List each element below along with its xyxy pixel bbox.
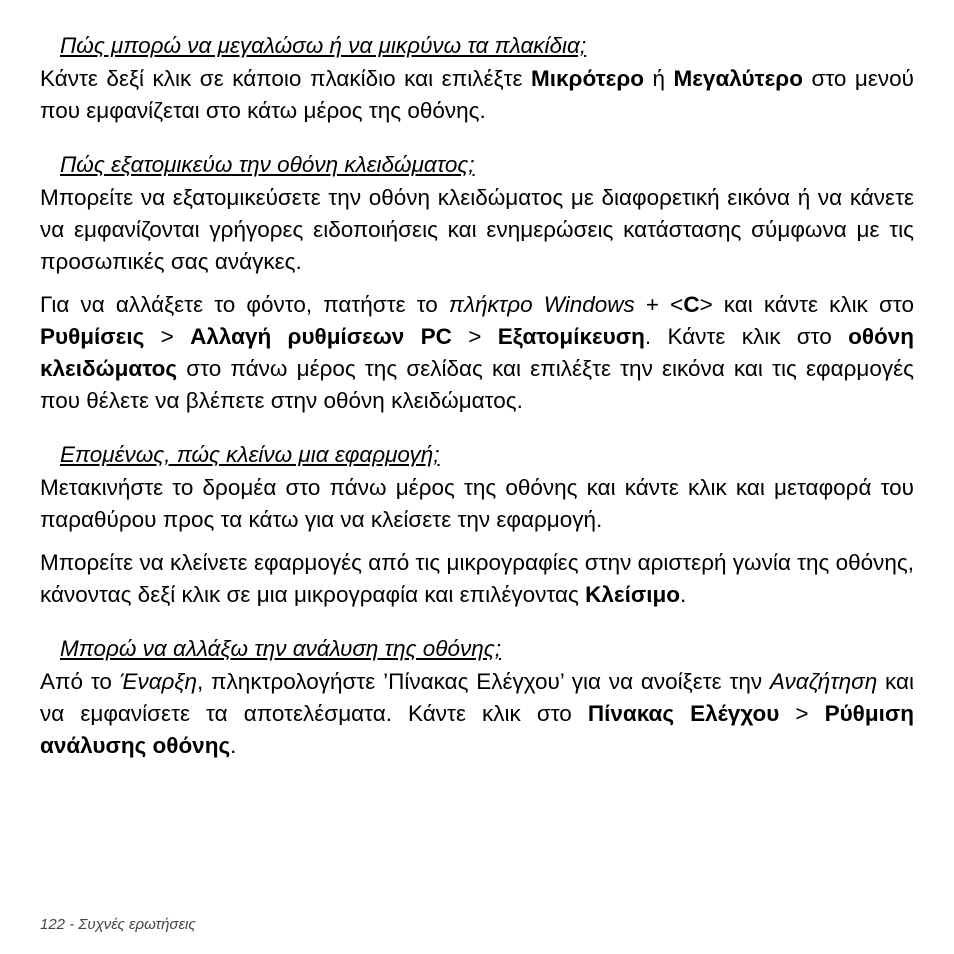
answer-text: και να εμφανίσετε τα αποτελέσματα. Κάντε κλικ στο — [40, 669, 914, 726]
faq-answer-close-app — [40, 472, 914, 536]
start-term: Έναρξη — [119, 669, 197, 694]
faq-question-tile-size: Πώς μπορώ να μεγαλώσω ή να μικρύνω τα πλακίδια; — [60, 33, 587, 58]
menu-personalization: Εξατομίκευση — [497, 324, 645, 349]
faq-question-close-app: Επομένως, πώς κλείνω μια εφαρμογή; — [60, 442, 440, 467]
faq-answer-screen-resolution — [40, 666, 914, 762]
answer-text: Για να αλλάξετε το φόντο, πατήστε το — [40, 292, 449, 317]
answer-text: Μετακινήστε το δρομέα στο πάνω μέρος της οθόνης και κάντε κλικ και μεταφορά του παραθύρου προς τα κάτω για να κλείσετε την εφαρμογή. — [40, 475, 914, 532]
option-adjust-resolution: Ρύθμιση ανάλυσης οθόνης — [40, 701, 914, 758]
page-footer: 122 - Συχνές ερωτήσεις — [40, 916, 196, 933]
menu-settings: Ρυθμίσεις — [40, 324, 145, 349]
answer-text: . — [230, 733, 237, 758]
option-close: Κλείσιμο — [585, 582, 680, 607]
faq-question-screen-resolution: Μπορώ να αλλάξω την ανάλυση της οθόνης; — [60, 636, 501, 661]
option-smaller: Μικρότερο — [531, 66, 644, 91]
answer-text: ή — [643, 66, 674, 91]
answer-text: στο πάνω μέρος της σελίδας και επιλέξτε την εικόνα και τις εφαρμογές που θέλετε να βλέπετε στην οθόνη κλειδώματος. — [40, 356, 914, 413]
answer-text: > — [779, 701, 825, 726]
answer-text: + < — [634, 292, 684, 317]
answer-text: . Κάντε κλικ στο — [644, 324, 849, 349]
faq-answer-lock-screen — [40, 182, 914, 278]
answer-text: Από το — [40, 669, 120, 694]
option-control-panel: Πίνακας Ελέγχου — [587, 701, 780, 726]
faq-answer-close-app-thumbnails — [40, 547, 914, 611]
answer-text: στο μενού που εμφανίζεται στο κάτω μέρος της οθόνης. — [40, 66, 914, 123]
faq-answer-lock-screen-background — [40, 289, 914, 417]
answer-text: > — [451, 324, 498, 349]
menu-change-pc-settings: Αλλαγή ρυθμίσεων PC — [190, 324, 452, 349]
faq-page — [40, 30, 914, 762]
answer-text: > και κάντε κλικ στο — [699, 292, 914, 317]
answer-text: , πληκτρολογήστε ’Πίνακας Ελέγχου’ για να ανοίξετε την — [196, 669, 770, 694]
key-c: C — [683, 292, 700, 317]
faq-answer-tile-size — [40, 63, 914, 127]
search-term: Αναζήτηση — [769, 669, 878, 694]
answer-text: Κάντε δεξί κλικ σε κάποιο πλακίδιο και επιλέξτε — [40, 66, 532, 91]
option-lock-screen: οθόνη κλειδώματος — [40, 324, 914, 381]
answer-text: > — [144, 324, 191, 349]
answer-text: . — [679, 582, 687, 607]
windows-key-term: πλήκτρο Windows — [448, 292, 635, 317]
answer-text: Μπορείτε να εξατομικεύσετε την οθόνη κλειδώματος με διαφορετική εικόνα ή να κάνετε να εμφανίζονται γρήγορες ειδοποιήσεις και ενημερώσεις κατάστασης σύμφωνα με τις προσωπικές σας ανάγκες. — [40, 185, 914, 274]
option-larger: Μεγαλύτερο — [673, 66, 803, 91]
answer-text: Μπορείτε να κλείνετε εφαρμογές από τις μικρογραφίες στην αριστερή γωνία της οθόνης, κάνοντας δεξί κλικ σε μια μικρογραφία και επιλέγοντας — [40, 550, 914, 607]
faq-question-lock-screen: Πώς εξατομικεύω την οθόνη κλειδώματος; — [60, 152, 475, 177]
